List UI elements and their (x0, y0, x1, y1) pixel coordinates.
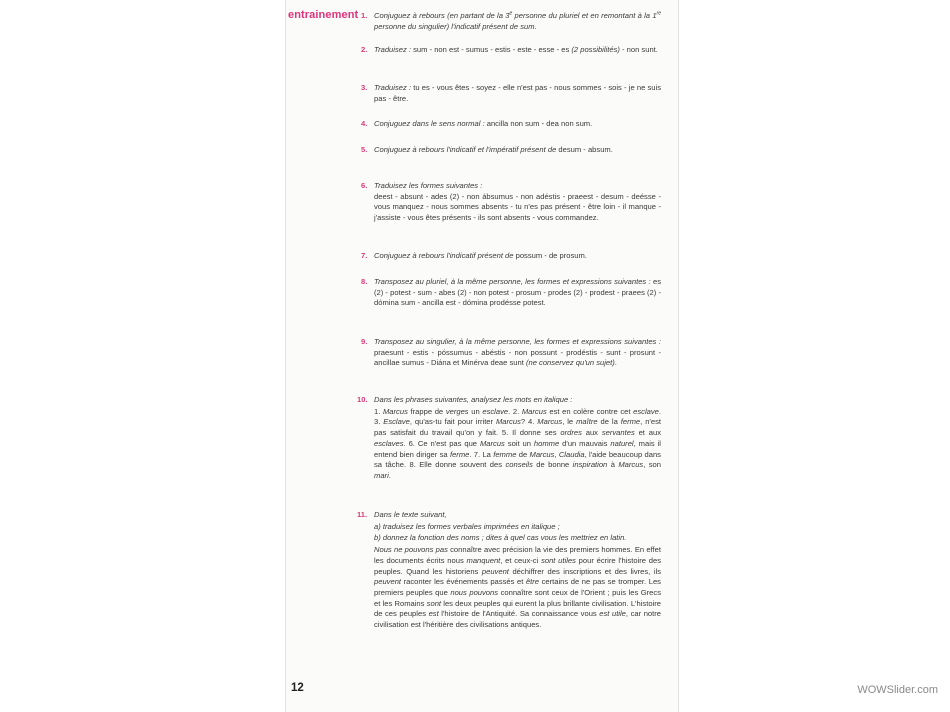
italic-word: est (428, 609, 439, 619)
exercise-number: 11. (357, 510, 368, 519)
exercise-note: (2 possibilités) (571, 45, 620, 54)
watermark: WOWSlider.com (857, 684, 938, 696)
text-run: connaître sont ceux de l'Orient ; puis les Grecs et les Romains (374, 587, 662, 608)
text-run: l'histoire de l'Antiquité. Sa connaissance vous (438, 609, 600, 619)
exercise-8 (361, 277, 661, 309)
italic-word: sont (426, 598, 442, 608)
exercise-text: personne du pluriel et en remontant à la 1 (512, 11, 657, 20)
italic-word: peuvent (481, 566, 509, 576)
text-run: de (516, 449, 530, 459)
exercise-text: es (2) - potest - sum - abes (2) - non potest - prosum - prodes (2) - prodest - praees (2) - dómina sum - ancilla est - dómina prodésse potest. (374, 277, 661, 308)
section-heading: entrainement (288, 9, 359, 21)
instruction: Conjuguez à rebours l'indicatif présent de (374, 251, 514, 260)
italic-word: mari (374, 470, 389, 480)
italic-word: servantes (601, 428, 635, 438)
text-run: et aux (634, 428, 662, 438)
text-run: raconter les événements passés et (401, 577, 526, 587)
exercise-text: tu es - vous êtes - soyez - elle n'est pas - nous sommes - sois - je ne suis pas - être. (374, 83, 661, 103)
text-run: connaître avec précision la vie des premiers hommes. En effet les documents écrits nous (374, 545, 661, 565)
text-run: frappe de (407, 406, 446, 416)
italic-word: verges (445, 406, 469, 416)
exercise-text: - non sunt. (619, 45, 658, 54)
italic-word: sont utiles (541, 555, 576, 565)
exercise-9 (361, 337, 661, 369)
exercise-text: personne du singulier) l'indicatif présent de sum. (374, 21, 537, 31)
italic-word: Claudia (558, 449, 585, 459)
exercise-10 (357, 395, 662, 482)
text-run: aux (581, 428, 602, 438)
instruction: Dans le texte suivant, (374, 510, 447, 519)
text-run: , (554, 449, 559, 459)
italic-word: Marcus (382, 406, 408, 416)
italic-word: est utile (599, 609, 626, 619)
italic-word: ferme (620, 417, 641, 427)
instruction: Dans les phrases suivantes, analysez les mots en italique : (374, 395, 573, 404)
italic-word: manquent (466, 555, 501, 565)
italic-word: naturel (610, 438, 634, 448)
exercise-note: (ne conservez qu'un sujet) (525, 358, 615, 368)
italic-word: conseils (505, 460, 533, 470)
italic-word: peuvent (374, 577, 402, 587)
exercise-text: Conjuguez à rebours (en partant de la 3 (374, 11, 510, 20)
text-run: certains de ne pas se tromper. Les premiers peuples que (374, 577, 661, 597)
instruction: Conjuguez dans le sens normal : (374, 119, 485, 128)
exercise-number: 4. (361, 119, 368, 128)
exercise-number: 8. (361, 277, 368, 286)
italic-word: Esclave (383, 417, 410, 427)
instruction: Traduisez les formes suivantes : (374, 181, 483, 190)
italic-word: esclaves (374, 438, 404, 448)
exercise-text: possum - de prosum. (513, 251, 587, 260)
italic-word: maître (576, 417, 598, 427)
superscript: e (509, 10, 513, 17)
italic-word: Marcus (479, 438, 505, 448)
text-run: , qu'as-tu fait pour irriter (409, 417, 496, 427)
text-run: . 2. (508, 406, 522, 416)
text-run: , car notre civilisation est l'héritière des civilisations antiques. (374, 609, 661, 630)
exercise-11 (357, 510, 662, 631)
text-run: , et ceux-ci (500, 555, 542, 565)
text-run: . (388, 470, 391, 480)
exercise-number: 10. (357, 395, 368, 404)
italic-word: Marcus (537, 417, 563, 427)
text-run: pour écrire l'histoire des peuples. Quand les historiens (374, 555, 661, 576)
italic-word: être (525, 577, 539, 587)
text-run: . 3. (374, 406, 661, 427)
exercise-number: 5. (361, 145, 368, 154)
page-number: 12 (291, 682, 304, 694)
text-run: de bonne (532, 460, 573, 470)
text-run: les deux peuples qui eurent la plus brillante civilisation. L'histoire de ces peuples (374, 598, 661, 619)
italic-word: Marcus (521, 406, 547, 416)
exercise-text: ancilla non sum - dea non sum. (484, 119, 593, 128)
italic-word: homme (533, 438, 560, 448)
exercise-number: 9. (361, 337, 368, 346)
text-run: , le (562, 417, 577, 427)
superscript: re (656, 10, 661, 17)
text-run: , mais il entend bien diriger sa (374, 438, 661, 459)
text-run: d'un mauvais (559, 438, 611, 448)
italic-word: nous pouvons (450, 587, 499, 597)
exercise-number: 7. (361, 251, 368, 260)
text-run: à (607, 460, 619, 470)
text-run: , n'est pas satisfait du travail qu'on y fait. 5. Il donne ses (374, 417, 661, 438)
instruction: Transposez au singulier, à la même personne, les formes et expressions suivantes : (374, 337, 661, 346)
text-run: est en colère contre cet (546, 406, 634, 416)
italic-word: ferme (449, 449, 470, 459)
exercise-passage (374, 545, 661, 631)
instruction-a: a) traduisez les formes verbales imprimées en italique ; (374, 521, 560, 531)
exercise-3 (361, 83, 661, 104)
italic-word: Marcus (618, 460, 644, 470)
instruction: Traduisez : (374, 45, 411, 54)
exercise-text: . (614, 358, 617, 368)
exercise-2 (361, 45, 661, 56)
italic-word: femme (493, 449, 517, 459)
italic-word: Marcus (529, 449, 555, 459)
exercise-7 (361, 251, 661, 262)
text-run: , son (643, 460, 661, 470)
italic-word: Nous ne pouvons pas (374, 545, 448, 555)
instruction: Transposez au pluriel, à la même personne, les formes et expressions suivantes : (374, 277, 651, 286)
exercise-number: 6. (361, 181, 368, 190)
exercise-number: 3. (361, 83, 368, 92)
italic-word: inspiration (572, 460, 608, 470)
instruction: Conjuguez à rebours l'indicatif et l'impératif présent de (374, 145, 557, 154)
exercise-number: 2. (361, 45, 368, 54)
text-run: , l'aide beaucoup dans sa tâche. 8. Elle donne souvent des (374, 449, 661, 470)
exercise-1 (361, 11, 661, 32)
exercise-4 (361, 119, 661, 130)
text-run: déchiffrer des inscriptions et des livres, ils (508, 566, 661, 576)
text-run: 1. (374, 406, 383, 416)
text-run: . 6. Ce n'est pas que (403, 438, 480, 448)
exercise-text: sum - non est - sumus - estis - este - esse - es (411, 45, 572, 54)
exercise-text: deest - absunt - ades (2) - non ábsumus - non adéstis - praeest - desum - deésse - vous manquez - nous sommes absents - tu n'es pas présent - être loin - il manque - j'assiste - vous êtes présents - ils sont absents - vous commandez. (374, 191, 661, 223)
exercise-5 (361, 145, 661, 156)
text-run: de la (597, 417, 621, 427)
exercise-text: desum - absum. (556, 145, 613, 154)
italic-word: Marcus (495, 417, 521, 427)
text-run: soit un (504, 438, 534, 448)
exercise-text: praesunt - estis - póssumus - abéstis - non possunt - prodéstis - sunt - prosunt - ancillae sumus - Diána et Minérva deae sunt (374, 347, 661, 368)
text-run: un (468, 406, 483, 416)
italic-word: ordres (560, 428, 582, 438)
exercise-6 (361, 181, 661, 224)
text-run: . 7. La (469, 449, 494, 459)
instruction-b: b) donnez la fonction des noms ; dites à quel cas vous les mettriez en latin. (374, 533, 627, 543)
exercise-sentences (374, 407, 661, 482)
text-run: ? 4. (520, 417, 538, 427)
instruction: Traduisez : (374, 83, 412, 92)
italic-word: esclave (633, 406, 659, 416)
italic-word: esclave (482, 406, 509, 416)
exercise-number: 1. (361, 11, 368, 20)
